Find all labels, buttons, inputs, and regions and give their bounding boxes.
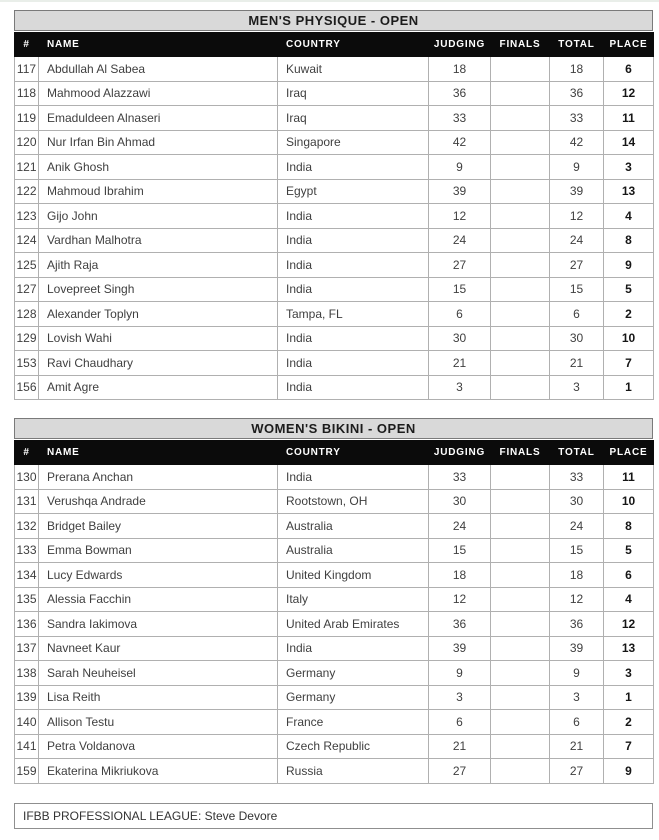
country-cell: Australia xyxy=(278,538,429,563)
entry-number-cell: 123 xyxy=(15,204,39,229)
athlete-name-cell: Ajith Raja xyxy=(39,253,278,278)
entry-number-cell: 133 xyxy=(15,538,39,563)
womens-bikini-rows xyxy=(15,465,654,784)
country-cell: Singapore xyxy=(278,130,429,155)
judging-score-cell: 33 xyxy=(429,465,491,490)
entry-number-cell: 139 xyxy=(15,685,39,710)
place-cell: 7 xyxy=(604,351,654,376)
athlete-name-cell: Gijo John xyxy=(39,204,278,229)
finals-score-cell xyxy=(491,587,550,612)
entry-number-cell: 122 xyxy=(15,179,39,204)
judging-score-cell: 24 xyxy=(429,228,491,253)
finals-score-cell xyxy=(491,612,550,637)
country-cell: India xyxy=(278,465,429,490)
judging-score-cell: 12 xyxy=(429,204,491,229)
place-cell: 13 xyxy=(604,179,654,204)
entry-number-cell: 124 xyxy=(15,228,39,253)
header-name: NAME xyxy=(39,33,278,57)
judging-score-cell: 36 xyxy=(429,81,491,106)
judging-score-cell: 30 xyxy=(429,326,491,351)
athlete-name-cell: Navneet Kaur xyxy=(39,636,278,661)
athlete-name-cell: Verushqa Andrade xyxy=(39,489,278,514)
finals-score-cell xyxy=(491,734,550,759)
table-row xyxy=(15,277,654,302)
header-country: COUNTRY xyxy=(278,441,429,465)
judging-score-cell: 24 xyxy=(429,514,491,539)
place-cell: 5 xyxy=(604,538,654,563)
country-cell: India xyxy=(278,277,429,302)
finals-score-cell xyxy=(491,228,550,253)
country-cell: United Kingdom xyxy=(278,563,429,588)
table-row xyxy=(15,228,654,253)
header-country: COUNTRY xyxy=(278,33,429,57)
womens-bikini-table xyxy=(14,440,654,784)
place-cell: 11 xyxy=(604,106,654,131)
judging-score-cell: 27 xyxy=(429,253,491,278)
athlete-name-cell: Allison Testu xyxy=(39,710,278,735)
table-row xyxy=(15,465,654,490)
table-row xyxy=(15,253,654,278)
table-row xyxy=(15,612,654,637)
country-cell: Germany xyxy=(278,661,429,686)
total-score-cell: 12 xyxy=(550,587,604,612)
athlete-name-cell: Nur Irfan Bin Ahmad xyxy=(39,130,278,155)
country-cell: India xyxy=(278,253,429,278)
country-cell: Kuwait xyxy=(278,57,429,82)
finals-score-cell xyxy=(491,179,550,204)
place-cell: 2 xyxy=(604,302,654,327)
judging-score-cell: 3 xyxy=(429,375,491,400)
league-official-text: IFBB PROFESSIONAL LEAGUE: Steve Devore xyxy=(23,808,278,823)
finals-score-cell xyxy=(491,661,550,686)
entry-number-cell: 136 xyxy=(15,612,39,637)
place-cell: 3 xyxy=(604,155,654,180)
table-row xyxy=(15,204,654,229)
total-score-cell: 15 xyxy=(550,538,604,563)
table-row xyxy=(15,514,654,539)
entry-number-cell: 117 xyxy=(15,57,39,82)
place-cell: 12 xyxy=(604,81,654,106)
entry-number-cell: 153 xyxy=(15,351,39,376)
finals-score-cell xyxy=(491,489,550,514)
country-cell: India xyxy=(278,326,429,351)
place-cell: 5 xyxy=(604,277,654,302)
finals-score-cell xyxy=(491,759,550,784)
place-cell: 6 xyxy=(604,563,654,588)
country-cell: Czech Republic xyxy=(278,734,429,759)
athlete-name-cell: Mahmoud Ibrahim xyxy=(39,179,278,204)
total-score-cell: 39 xyxy=(550,179,604,204)
judging-score-cell: 39 xyxy=(429,179,491,204)
judging-score-cell: 18 xyxy=(429,563,491,588)
total-score-cell: 30 xyxy=(550,326,604,351)
judging-score-cell: 21 xyxy=(429,734,491,759)
entry-number-cell: 135 xyxy=(15,587,39,612)
womens-bikini-section xyxy=(14,418,653,784)
athlete-name-cell: Prerana Anchan xyxy=(39,465,278,490)
table-row xyxy=(15,179,654,204)
finals-score-cell xyxy=(491,253,550,278)
table-row xyxy=(15,759,654,784)
athlete-name-cell: Vardhan Malhotra xyxy=(39,228,278,253)
country-cell: Australia xyxy=(278,514,429,539)
mens-physique-table xyxy=(14,32,654,400)
finals-score-cell xyxy=(491,375,550,400)
country-cell: France xyxy=(278,710,429,735)
athlete-name-cell: Lovish Wahi xyxy=(39,326,278,351)
mens-physique-section xyxy=(14,10,653,400)
entry-number-cell: 121 xyxy=(15,155,39,180)
finals-score-cell xyxy=(491,106,550,131)
finals-score-cell xyxy=(491,465,550,490)
entry-number-cell: 137 xyxy=(15,636,39,661)
table-row xyxy=(15,636,654,661)
place-cell: 9 xyxy=(604,759,654,784)
place-cell: 4 xyxy=(604,204,654,229)
finals-score-cell xyxy=(491,155,550,180)
finals-score-cell xyxy=(491,636,550,661)
athlete-name-cell: Petra Voldanova xyxy=(39,734,278,759)
finals-score-cell xyxy=(491,81,550,106)
finals-score-cell xyxy=(491,204,550,229)
entry-number-cell: 127 xyxy=(15,277,39,302)
table-row xyxy=(15,710,654,735)
table-row xyxy=(15,375,654,400)
total-score-cell: 30 xyxy=(550,489,604,514)
total-score-cell: 21 xyxy=(550,351,604,376)
place-cell: 2 xyxy=(604,710,654,735)
mens-physique-title: MEN'S PHYSIQUE - OPEN xyxy=(14,10,653,31)
judging-score-cell: 33 xyxy=(429,106,491,131)
place-cell: 13 xyxy=(604,636,654,661)
place-cell: 10 xyxy=(604,326,654,351)
judging-score-cell: 21 xyxy=(429,351,491,376)
judging-score-cell: 36 xyxy=(429,612,491,637)
entry-number-cell: 159 xyxy=(15,759,39,784)
finals-score-cell xyxy=(491,538,550,563)
mens-physique-rows xyxy=(15,57,654,400)
total-score-cell: 6 xyxy=(550,302,604,327)
header-total: TOTAL xyxy=(550,33,604,57)
place-cell: 14 xyxy=(604,130,654,155)
total-score-cell: 27 xyxy=(550,759,604,784)
total-score-cell: 42 xyxy=(550,130,604,155)
table-header-row xyxy=(15,441,654,465)
entry-number-cell: 138 xyxy=(15,661,39,686)
athlete-name-cell: Emaduldeen Alnaseri xyxy=(39,106,278,131)
athlete-name-cell: Bridget Bailey xyxy=(39,514,278,539)
entry-number-cell: 140 xyxy=(15,710,39,735)
header-number: # xyxy=(15,441,39,465)
athlete-name-cell: Ekaterina Mikriukova xyxy=(39,759,278,784)
place-cell: 8 xyxy=(604,514,654,539)
country-cell: Russia xyxy=(278,759,429,784)
table-row xyxy=(15,302,654,327)
finals-score-cell xyxy=(491,302,550,327)
total-score-cell: 9 xyxy=(550,155,604,180)
country-cell: Italy xyxy=(278,587,429,612)
table-row xyxy=(15,734,654,759)
athlete-name-cell: Amit Agre xyxy=(39,375,278,400)
total-score-cell: 6 xyxy=(550,710,604,735)
country-cell: Germany xyxy=(278,685,429,710)
athlete-name-cell: Abdullah Al Sabea xyxy=(39,57,278,82)
total-score-cell: 33 xyxy=(550,106,604,131)
entry-number-cell: 125 xyxy=(15,253,39,278)
judging-score-cell: 39 xyxy=(429,636,491,661)
athlete-name-cell: Alexander Toplyn xyxy=(39,302,278,327)
entry-number-cell: 129 xyxy=(15,326,39,351)
finals-score-cell xyxy=(491,685,550,710)
womens-bikini-title: WOMEN'S BIKINI - OPEN xyxy=(14,418,653,439)
athlete-name-cell: Alessia Facchin xyxy=(39,587,278,612)
table-row xyxy=(15,57,654,82)
table-row xyxy=(15,326,654,351)
country-cell: Egypt xyxy=(278,179,429,204)
judging-score-cell: 27 xyxy=(429,759,491,784)
total-score-cell: 33 xyxy=(550,465,604,490)
judging-score-cell: 15 xyxy=(429,538,491,563)
table-row xyxy=(15,106,654,131)
header-judging: JUDGING xyxy=(429,33,491,57)
finals-score-cell xyxy=(491,351,550,376)
finals-score-cell xyxy=(491,130,550,155)
country-cell: Iraq xyxy=(278,106,429,131)
total-score-cell: 3 xyxy=(550,375,604,400)
table-row xyxy=(15,661,654,686)
total-score-cell: 12 xyxy=(550,204,604,229)
place-cell: 1 xyxy=(604,375,654,400)
country-cell: India xyxy=(278,375,429,400)
header-place: PLACE xyxy=(604,33,654,57)
judging-score-cell: 9 xyxy=(429,155,491,180)
athlete-name-cell: Emma Bowman xyxy=(39,538,278,563)
athlete-name-cell: Sarah Neuheisel xyxy=(39,661,278,686)
total-score-cell: 15 xyxy=(550,277,604,302)
entry-number-cell: 118 xyxy=(15,81,39,106)
country-cell: United Arab Emirates xyxy=(278,612,429,637)
total-score-cell: 18 xyxy=(550,57,604,82)
total-score-cell: 36 xyxy=(550,81,604,106)
header-finals: FINALS xyxy=(491,441,550,465)
country-cell: Iraq xyxy=(278,81,429,106)
header-number: # xyxy=(15,33,39,57)
entry-number-cell: 130 xyxy=(15,465,39,490)
table-row xyxy=(15,155,654,180)
total-score-cell: 3 xyxy=(550,685,604,710)
entry-number-cell: 131 xyxy=(15,489,39,514)
country-cell: Rootstown, OH xyxy=(278,489,429,514)
judging-score-cell: 30 xyxy=(429,489,491,514)
athlete-name-cell: Ravi Chaudhary xyxy=(39,351,278,376)
country-cell: India xyxy=(278,228,429,253)
place-cell: 11 xyxy=(604,465,654,490)
finals-score-cell xyxy=(491,514,550,539)
judging-score-cell: 12 xyxy=(429,587,491,612)
total-score-cell: 39 xyxy=(550,636,604,661)
country-cell: India xyxy=(278,204,429,229)
judging-score-cell: 42 xyxy=(429,130,491,155)
judging-score-cell: 3 xyxy=(429,685,491,710)
place-cell: 7 xyxy=(604,734,654,759)
results-page xyxy=(0,2,659,829)
total-score-cell: 9 xyxy=(550,661,604,686)
total-score-cell: 24 xyxy=(550,228,604,253)
judging-score-cell: 9 xyxy=(429,661,491,686)
table-row xyxy=(15,130,654,155)
country-cell: India xyxy=(278,351,429,376)
entry-number-cell: 156 xyxy=(15,375,39,400)
athlete-name-cell: Lucy Edwards xyxy=(39,563,278,588)
place-cell: 8 xyxy=(604,228,654,253)
finals-score-cell xyxy=(491,277,550,302)
header-place: PLACE xyxy=(604,441,654,465)
athlete-name-cell: Lisa Reith xyxy=(39,685,278,710)
place-cell: 3 xyxy=(604,661,654,686)
header-total: TOTAL xyxy=(550,441,604,465)
total-score-cell: 18 xyxy=(550,563,604,588)
athlete-name-cell: Sandra Iakimova xyxy=(39,612,278,637)
place-cell: 12 xyxy=(604,612,654,637)
place-cell: 10 xyxy=(604,489,654,514)
entry-number-cell: 132 xyxy=(15,514,39,539)
athlete-name-cell: Anik Ghosh xyxy=(39,155,278,180)
header-judging: JUDGING xyxy=(429,441,491,465)
total-score-cell: 27 xyxy=(550,253,604,278)
table-row xyxy=(15,351,654,376)
entry-number-cell: 134 xyxy=(15,563,39,588)
judging-score-cell: 6 xyxy=(429,302,491,327)
entry-number-cell: 120 xyxy=(15,130,39,155)
total-score-cell: 24 xyxy=(550,514,604,539)
table-header-row xyxy=(15,33,654,57)
header-name: NAME xyxy=(39,441,278,465)
entry-number-cell: 119 xyxy=(15,106,39,131)
country-cell: India xyxy=(278,155,429,180)
judging-score-cell: 6 xyxy=(429,710,491,735)
table-row xyxy=(15,685,654,710)
judging-score-cell: 18 xyxy=(429,57,491,82)
place-cell: 4 xyxy=(604,587,654,612)
header-finals: FINALS xyxy=(491,33,550,57)
finals-score-cell xyxy=(491,563,550,588)
place-cell: 9 xyxy=(604,253,654,278)
total-score-cell: 21 xyxy=(550,734,604,759)
table-row xyxy=(15,587,654,612)
athlete-name-cell: Lovepreet Singh xyxy=(39,277,278,302)
table-row xyxy=(15,538,654,563)
judging-score-cell: 15 xyxy=(429,277,491,302)
table-row xyxy=(15,489,654,514)
total-score-cell: 36 xyxy=(550,612,604,637)
league-official-bar xyxy=(14,803,653,829)
place-cell: 6 xyxy=(604,57,654,82)
finals-score-cell xyxy=(491,57,550,82)
country-cell: Tampa, FL xyxy=(278,302,429,327)
country-cell: India xyxy=(278,636,429,661)
finals-score-cell xyxy=(491,326,550,351)
place-cell: 1 xyxy=(604,685,654,710)
table-row xyxy=(15,81,654,106)
table-row xyxy=(15,563,654,588)
entry-number-cell: 128 xyxy=(15,302,39,327)
entry-number-cell: 141 xyxy=(15,734,39,759)
finals-score-cell xyxy=(491,710,550,735)
athlete-name-cell: Mahmood Alazzawi xyxy=(39,81,278,106)
